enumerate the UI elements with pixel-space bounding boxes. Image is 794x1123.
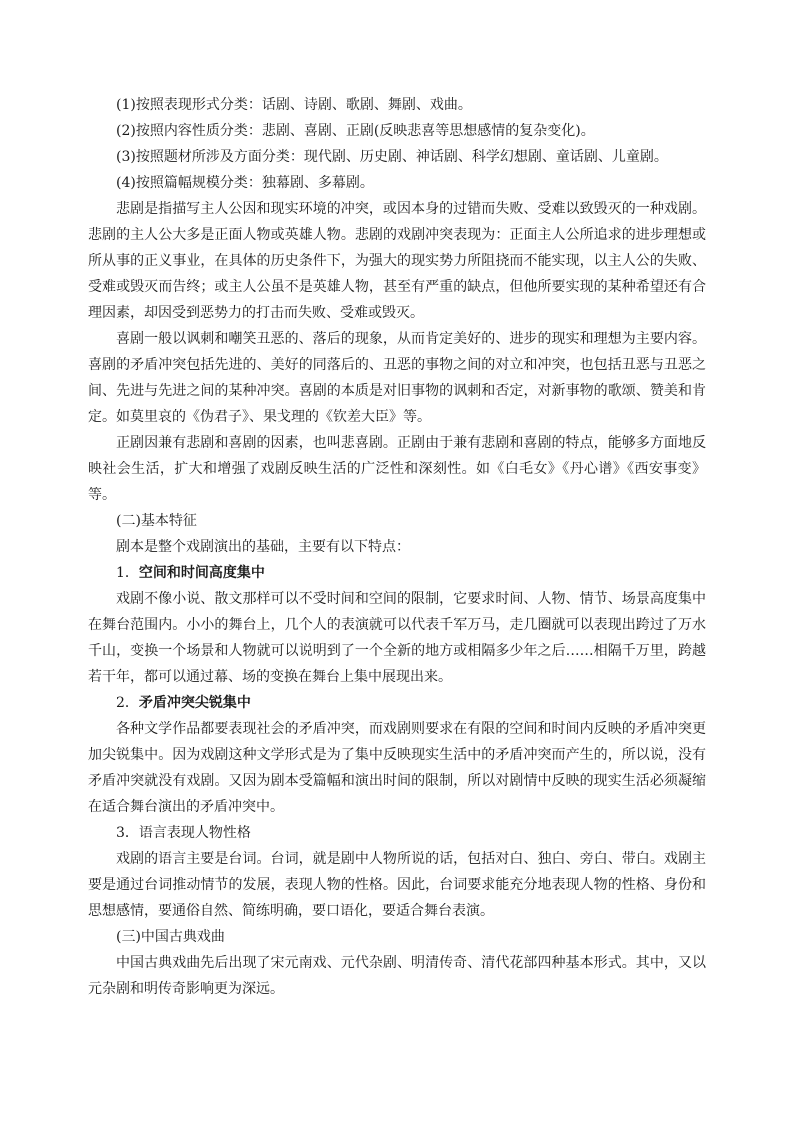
document-page [88,92,706,1002]
feature-title: 空间和时间高度集中 [138,565,265,581]
paragraph-classical-opera: 中国古典戏曲先后出现了宋元南戏、元代杂剧、明清传奇、清代花部四种基本形式。其中，又以元杂剧和明传奇影响更为深远。 [88,955,706,997]
feature-heading-3 [88,820,706,846]
feature-paragraph-1: 戏剧不像小说、散文那样可以不受时间和空间的限制，它要求时间、人物、情节、场景高度集中在舞台范围内。小小的舞台上，几个人的表演就可以代表千军万马，走几圈就可以表现出跨过了万水千山，变换一个场景和人物就可以说明到了一个全新的地方或相隔多少年之后……相隔千万里，跨越若干年，都可以通过幕、场的变换在舞台上集中展现出来。 [88,591,706,685]
feature-heading-2 [88,690,706,716]
paragraph-drama: 正剧因兼有悲剧和喜剧的因素，也叫悲喜剧。正剧由于兼有悲剧和喜剧的特点，能够多方面地反映社会生活，扩大和增强了戏剧反映生活的广泛性和深刻性。如《白毛女》《丹心谱》《西安事变》等。 [88,435,706,503]
classification-item: (3)按照题材所涉及方面分类：现代剧、历史剧、神话剧、科学幻想剧、童话剧、儿童剧。 [116,149,668,165]
feature-title: 语言表现人物性格 [138,825,251,841]
section-intro: 剧本是整个戏剧演出的基础，主要有以下特点： [116,539,410,555]
paragraph-comedy: 喜剧一般以讽刺和嘲笑丑恶的、落后的现象，从而肯定美好的、进步的现实和理想为主要内容。喜剧的矛盾冲突包括先进的、美好的同落后的、丑恶的事物之间的对立和冲突，也包括丑恶与丑恶之间、先进与先进之间的某种冲突。喜剧的本质是对旧事物的讽刺和否定，对新事物的歌颂、赞美和肯定。如莫里哀的《伪君子》、果戈理的《钦差大臣》等。 [88,331,706,425]
feature-number: 2． [116,695,139,711]
feature-number: 1． [116,565,139,581]
classification-item: (4)按照篇幅规模分类：独幕剧、多幕剧。 [116,175,374,191]
feature-heading-1 [88,560,706,586]
paragraph-tragedy: 悲剧是指描写主人公因和现实环境的冲突，或因本身的过错而失败、受难以致毁灭的一种戏剧。悲剧的主人公大多是正面人物或英雄人物。悲剧的戏剧冲突表现为：正面主人公所追求的进步理想或所从事的正义事业，在具体的历史条件下，为强大的现实势力所阻挠而不能实现，以主人公的失败、受难或毁灭而告终；或主人公虽不是英雄人物，甚至有严重的缺点，但他所要实现的某种希望还有合理因素，却因受到恶势力的打击而失败、受难或毁灭。 [88,201,706,321]
section-heading-basic-features: (二)基本特征 [116,513,197,529]
feature-paragraph-3: 戏剧的语言主要是台词。台词，就是剧中人物所说的话，包括对白、独白、旁白、带白。戏剧主要是通过台词推动情节的发展，表现人物的性格。因此，台词要求能充分地表现人物的性格、身份和思想感情，要通俗自然、简练明确，要口语化，要适合舞台表演。 [88,851,706,919]
feature-number: 3． [116,825,139,841]
section-heading-classical-opera: (三)中国古典戏曲 [116,929,225,945]
feature-paragraph-2: 各种文学作品都要表现社会的矛盾冲突，而戏剧则要求在有限的空间和时间内反映的矛盾冲突更加尖锐集中。因为戏剧这种文学形式是为了集中反映现实生活中的矛盾冲突而产生的，所以说，没有矛盾冲突就没有戏剧。又因为剧本受篇幅和演出时间的限制，所以对剧情中反映的现实生活必须凝缩在适合舞台演出的矛盾冲突中。 [88,721,706,815]
classification-item: (2)按照内容性质分类：悲剧、喜剧、正剧(反映悲喜等思想感情的复杂变化)。 [116,123,595,139]
classification-item: (1)按照表现形式分类：话剧、诗剧、歌剧、舞剧、戏曲。 [116,97,472,113]
feature-title: 矛盾冲突尖锐集中 [138,695,251,711]
